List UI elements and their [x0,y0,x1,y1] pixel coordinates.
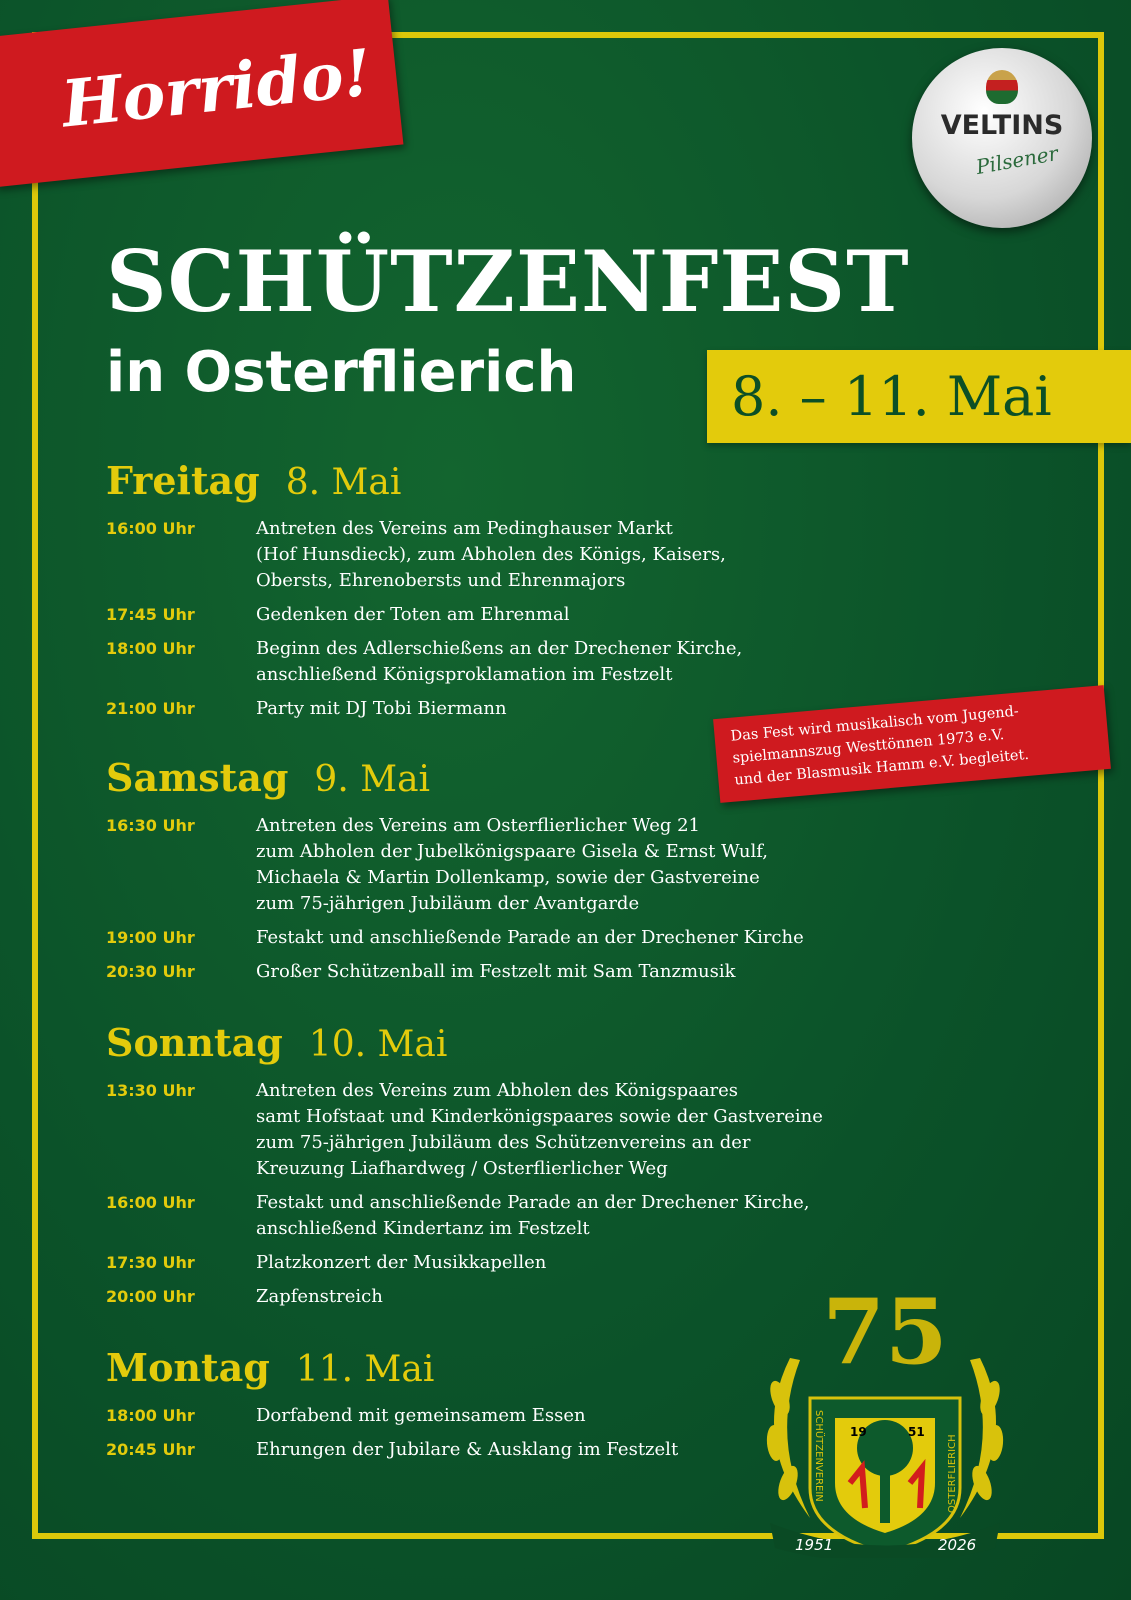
emblem-number: 75 [822,1279,948,1385]
schedule-row [106,959,804,985]
event-time: 20:45 Uhr [106,1440,195,1459]
sponsor-sub: Pilsener [974,141,1060,179]
schedule-row [106,602,742,628]
day-date: 9. Mai [314,759,431,800]
emblem-ring-right: OSTERFLIERICH [947,1434,958,1513]
sponsor-brand: VELTINS [940,110,1064,141]
schedule-row [106,813,804,917]
event-time: 18:00 Uhr [106,1406,195,1425]
schedule-row [106,1078,823,1182]
day-date: 11. Mai [295,1349,435,1390]
day-heading [106,1345,678,1395]
event-time: 20:30 Uhr [106,962,195,981]
day-name: Sonntag [106,1020,283,1065]
emblem-ring-left: SCHÜTZENVEREIN [813,1410,824,1502]
schedule-row [106,1403,678,1429]
day-heading [106,755,804,805]
event-text: Gedenken der Toten am Ehrenmal [256,604,570,625]
event-time: 19:00 Uhr [106,928,195,947]
day-saturday [106,755,804,985]
schedule-row [106,1190,823,1242]
day-heading [106,458,742,508]
date-range-box [707,350,1131,443]
day-date: 8. Mai [285,462,402,503]
emblem-year-right: 51 [908,1425,925,1439]
day-monday [106,1345,678,1463]
emblem-ribbon-left: 1951 [795,1536,834,1554]
page-title: SCHÜTZENFEST [106,232,910,331]
banner-text: Horrido! [58,35,375,143]
event-text: Party mit DJ Tobi Biermann [256,698,507,719]
schedule-row [106,696,742,722]
anniversary-emblem [750,1268,1020,1558]
event-text: Ehrungen der Jubilare & Ausklang im Festzelt [256,1439,679,1460]
event-time: 21:00 Uhr [106,699,195,718]
event-text: Dorfabend mit gemeinsamem Essen [256,1405,586,1426]
day-name: Samstag [106,755,289,800]
schedule-row [106,636,742,688]
event-text: Großer Schützenball im Festzelt mit Sam Tanzmusik [256,961,736,982]
event-time: 20:00 Uhr [106,1287,195,1306]
day-name: Freitag [106,458,260,503]
event-text: Antreten des Vereins am Pedinghauser Markt (Hof Hunsdieck), zum Abholen des Königs, Kaisers, Obersts, Ehrenobersts und Ehrenmajors [256,518,726,591]
event-text: Antreten des Vereins am Osterflierlicher Weg 21 zum Abholen der Jubelkönigspaare Gisela & Ernst Wulf, Michaela & Martin Dollenkamp, sowie der Gastvereine zum 75-jährigen Jubiläum der Avantgarde [256,815,768,914]
day-friday [106,458,742,722]
day-heading [106,1020,823,1070]
day-sunday [106,1020,823,1310]
event-text: Zapfenstreich [256,1286,383,1307]
event-time: 17:30 Uhr [106,1253,195,1272]
event-time: 17:45 Uhr [106,605,195,624]
event-time: 18:00 Uhr [106,639,195,658]
music-note-banner: Das Fest wird musikalisch vom Jugend- spielmannszug Westtönnen 1973 e.V. und der Blasmusik Hamm e.V. begleitet. [713,685,1111,803]
event-time: 16:00 Uhr [106,519,195,538]
event-time: 16:30 Uhr [106,816,195,835]
event-text: Festakt und anschließende Parade an der Drechener Kirche [256,927,804,948]
schedule-row [106,1437,678,1463]
event-text: Platzkonzert der Musikkapellen [256,1252,547,1273]
date-range: 8. – 11. Mai [731,365,1052,428]
event-text: Festakt und anschließende Parade an der Drechener Kirche, anschließend Kindertanz im Festzelt [256,1192,810,1239]
day-name: Montag [106,1345,270,1390]
event-text: Beginn des Adlerschießens an der Drechener Kirche, anschließend Königsproklamation im Festzelt [256,638,743,685]
event-time: 16:00 Uhr [106,1193,195,1212]
page-subtitle: in Osterflierich [106,340,577,405]
day-date: 10. Mai [308,1024,448,1065]
schedule-row [106,516,742,594]
schedule-row [106,1284,823,1310]
event-text: Antreten des Vereins zum Abholen des Königspaares samt Hofstaat und Kinderkönigspaares sowie der Gastvereine zum 75-jährigen Jubiläum des Schützenvereins an der Kreuzung Liafhardweg / Osterflierlicher Weg [256,1080,823,1179]
event-time: 13:30 Uhr [106,1081,195,1100]
emblem-year-left: 19 [850,1425,867,1439]
emblem-ribbon-right: 2026 [938,1536,977,1554]
schedule-row [106,925,804,951]
crest-icon [986,70,1018,104]
veltins-bottle-cap-logo [912,48,1092,228]
schedule-row [106,1250,823,1276]
